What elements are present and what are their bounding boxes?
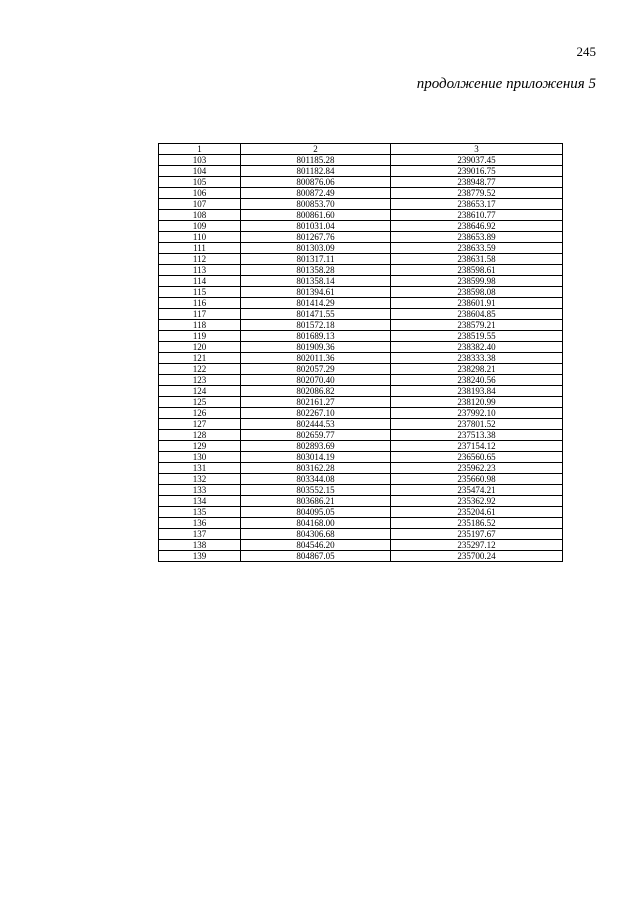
- point-number-cell: 113: [159, 265, 241, 276]
- table-row: [159, 408, 563, 419]
- table-row: [159, 474, 563, 485]
- y-coordinate-cell: 235362.92: [391, 496, 563, 507]
- x-coordinate-cell: 801358.14: [241, 276, 391, 287]
- column-header-1: 1: [159, 144, 241, 155]
- y-coordinate-cell: 238631.58: [391, 254, 563, 265]
- x-coordinate-cell: 804546.20: [241, 540, 391, 551]
- x-coordinate-cell: 801031.04: [241, 221, 391, 232]
- point-number-cell: 121: [159, 353, 241, 364]
- y-coordinate-cell: 235962.23: [391, 463, 563, 474]
- table-row: [159, 452, 563, 463]
- x-coordinate-cell: 800853.70: [241, 199, 391, 210]
- x-coordinate-cell: 802070.40: [241, 375, 391, 386]
- point-number-cell: 117: [159, 309, 241, 320]
- y-coordinate-cell: 238333.38: [391, 353, 563, 364]
- y-coordinate-cell: 238579.21: [391, 320, 563, 331]
- x-coordinate-cell: 802267.10: [241, 408, 391, 419]
- y-coordinate-cell: 238948.77: [391, 177, 563, 188]
- x-coordinate-cell: 800876.06: [241, 177, 391, 188]
- y-coordinate-cell: 238604.85: [391, 309, 563, 320]
- y-coordinate-cell: 235660.98: [391, 474, 563, 485]
- table-row: [159, 507, 563, 518]
- y-coordinate-cell: 238120.99: [391, 397, 563, 408]
- point-number-cell: 125: [159, 397, 241, 408]
- x-coordinate-cell: 800872.49: [241, 188, 391, 199]
- y-coordinate-cell: 239016.75: [391, 166, 563, 177]
- table-row: [159, 232, 563, 243]
- y-coordinate-cell: 237154.12: [391, 441, 563, 452]
- y-coordinate-cell: 238240.56: [391, 375, 563, 386]
- point-number-cell: 122: [159, 364, 241, 375]
- table-row: [159, 386, 563, 397]
- x-coordinate-cell: 800861.60: [241, 210, 391, 221]
- y-coordinate-cell: 238193.84: [391, 386, 563, 397]
- point-number-cell: 120: [159, 342, 241, 353]
- table-row: [159, 188, 563, 199]
- point-number-cell: 104: [159, 166, 241, 177]
- table-row: [159, 331, 563, 342]
- x-coordinate-cell: 804168.00: [241, 518, 391, 529]
- point-number-cell: 128: [159, 430, 241, 441]
- table-row: [159, 496, 563, 507]
- y-coordinate-cell: 238610.77: [391, 210, 563, 221]
- table-row: [159, 287, 563, 298]
- x-coordinate-cell: 802011.36: [241, 353, 391, 364]
- table-header-row: [159, 144, 563, 155]
- y-coordinate-cell: 238779.52: [391, 188, 563, 199]
- x-coordinate-cell: 804306.68: [241, 529, 391, 540]
- point-number-cell: 111: [159, 243, 241, 254]
- point-number-cell: 136: [159, 518, 241, 529]
- table-row: [159, 463, 563, 474]
- x-coordinate-cell: 801182.84: [241, 166, 391, 177]
- x-coordinate-cell: 803686.21: [241, 496, 391, 507]
- table-row: [159, 166, 563, 177]
- table-row: [159, 276, 563, 287]
- point-number-cell: 130: [159, 452, 241, 463]
- x-coordinate-cell: 801909.36: [241, 342, 391, 353]
- y-coordinate-cell: 235204.61: [391, 507, 563, 518]
- x-coordinate-cell: 801572.18: [241, 320, 391, 331]
- x-coordinate-cell: 802659.77: [241, 430, 391, 441]
- point-number-cell: 118: [159, 320, 241, 331]
- x-coordinate-cell: 801689.13: [241, 331, 391, 342]
- x-coordinate-cell: 803162.28: [241, 463, 391, 474]
- point-number-cell: 114: [159, 276, 241, 287]
- point-number-cell: 137: [159, 529, 241, 540]
- table-row: [159, 199, 563, 210]
- table-row: [159, 397, 563, 408]
- x-coordinate-cell: 804867.05: [241, 551, 391, 562]
- table-row: [159, 309, 563, 320]
- y-coordinate-cell: 238599.98: [391, 276, 563, 287]
- point-number-cell: 108: [159, 210, 241, 221]
- table-row: [159, 243, 563, 254]
- table-row: [159, 353, 563, 364]
- table-row: [159, 265, 563, 276]
- y-coordinate-cell: 238646.92: [391, 221, 563, 232]
- point-number-cell: 129: [159, 441, 241, 452]
- point-number-cell: 116: [159, 298, 241, 309]
- x-coordinate-cell: 804095.05: [241, 507, 391, 518]
- point-number-cell: 105: [159, 177, 241, 188]
- x-coordinate-cell: 801358.28: [241, 265, 391, 276]
- point-number-cell: 139: [159, 551, 241, 562]
- y-coordinate-cell: 235474.21: [391, 485, 563, 496]
- y-coordinate-cell: 237513.38: [391, 430, 563, 441]
- table-row: [159, 375, 563, 386]
- x-coordinate-cell: 802161.27: [241, 397, 391, 408]
- x-coordinate-cell: 801267.76: [241, 232, 391, 243]
- y-coordinate-cell: 238382.40: [391, 342, 563, 353]
- x-coordinate-cell: 801471.55: [241, 309, 391, 320]
- y-coordinate-cell: 237801.52: [391, 419, 563, 430]
- y-coordinate-cell: 237992.10: [391, 408, 563, 419]
- table-body: [159, 155, 563, 562]
- point-number-cell: 115: [159, 287, 241, 298]
- point-number-cell: 127: [159, 419, 241, 430]
- point-number-cell: 119: [159, 331, 241, 342]
- y-coordinate-cell: 238633.59: [391, 243, 563, 254]
- point-number-cell: 131: [159, 463, 241, 474]
- table-row: [159, 540, 563, 551]
- table-row: [159, 155, 563, 166]
- point-number-cell: 134: [159, 496, 241, 507]
- x-coordinate-cell: 803552.15: [241, 485, 391, 496]
- table-row: [159, 430, 563, 441]
- x-coordinate-cell: 801303.09: [241, 243, 391, 254]
- table-row: [159, 221, 563, 232]
- y-coordinate-cell: 235297.12: [391, 540, 563, 551]
- x-coordinate-cell: 801317.11: [241, 254, 391, 265]
- table-row: [159, 551, 563, 562]
- table-row: [159, 320, 563, 331]
- x-coordinate-cell: 802893.69: [241, 441, 391, 452]
- coordinates-table: [158, 143, 563, 562]
- table-row: [159, 518, 563, 529]
- page-number: 245: [576, 44, 596, 59]
- table-row: [159, 254, 563, 265]
- y-coordinate-cell: 236560.65: [391, 452, 563, 463]
- y-coordinate-cell: 238601.91: [391, 298, 563, 309]
- point-number-cell: 103: [159, 155, 241, 166]
- table-row: [159, 342, 563, 353]
- column-header-2: 2: [241, 144, 391, 155]
- point-number-cell: 138: [159, 540, 241, 551]
- point-number-cell: 110: [159, 232, 241, 243]
- x-coordinate-cell: 803344.08: [241, 474, 391, 485]
- table-row: [159, 364, 563, 375]
- table-row: [159, 298, 563, 309]
- x-coordinate-cell: 801394.61: [241, 287, 391, 298]
- point-number-cell: 112: [159, 254, 241, 265]
- y-coordinate-cell: 238298.21: [391, 364, 563, 375]
- x-coordinate-cell: 802444.53: [241, 419, 391, 430]
- point-number-cell: 135: [159, 507, 241, 518]
- x-coordinate-cell: 802086.82: [241, 386, 391, 397]
- table-row: [159, 419, 563, 430]
- y-coordinate-cell: 238653.17: [391, 199, 563, 210]
- table-row: [159, 485, 563, 496]
- y-coordinate-cell: 238519.55: [391, 331, 563, 342]
- y-coordinate-cell: 235186.52: [391, 518, 563, 529]
- y-coordinate-cell: 235197.67: [391, 529, 563, 540]
- table-row: [159, 441, 563, 452]
- table-row: [159, 177, 563, 188]
- point-number-cell: 126: [159, 408, 241, 419]
- y-coordinate-cell: 235700.24: [391, 551, 563, 562]
- y-coordinate-cell: 238598.08: [391, 287, 563, 298]
- x-coordinate-cell: 802057.29: [241, 364, 391, 375]
- y-coordinate-cell: 238598.61: [391, 265, 563, 276]
- point-number-cell: 123: [159, 375, 241, 386]
- point-number-cell: 132: [159, 474, 241, 485]
- table-row: [159, 529, 563, 540]
- y-coordinate-cell: 238653.89: [391, 232, 563, 243]
- point-number-cell: 107: [159, 199, 241, 210]
- point-number-cell: 109: [159, 221, 241, 232]
- table-row: [159, 210, 563, 221]
- x-coordinate-cell: 801414.29: [241, 298, 391, 309]
- x-coordinate-cell: 803014.19: [241, 452, 391, 463]
- column-header-3: 3: [391, 144, 563, 155]
- point-number-cell: 106: [159, 188, 241, 199]
- appendix-continuation-note: продолжение приложения 5: [416, 76, 596, 92]
- y-coordinate-cell: 239037.45: [391, 155, 563, 166]
- x-coordinate-cell: 801185.28: [241, 155, 391, 166]
- point-number-cell: 133: [159, 485, 241, 496]
- point-number-cell: 124: [159, 386, 241, 397]
